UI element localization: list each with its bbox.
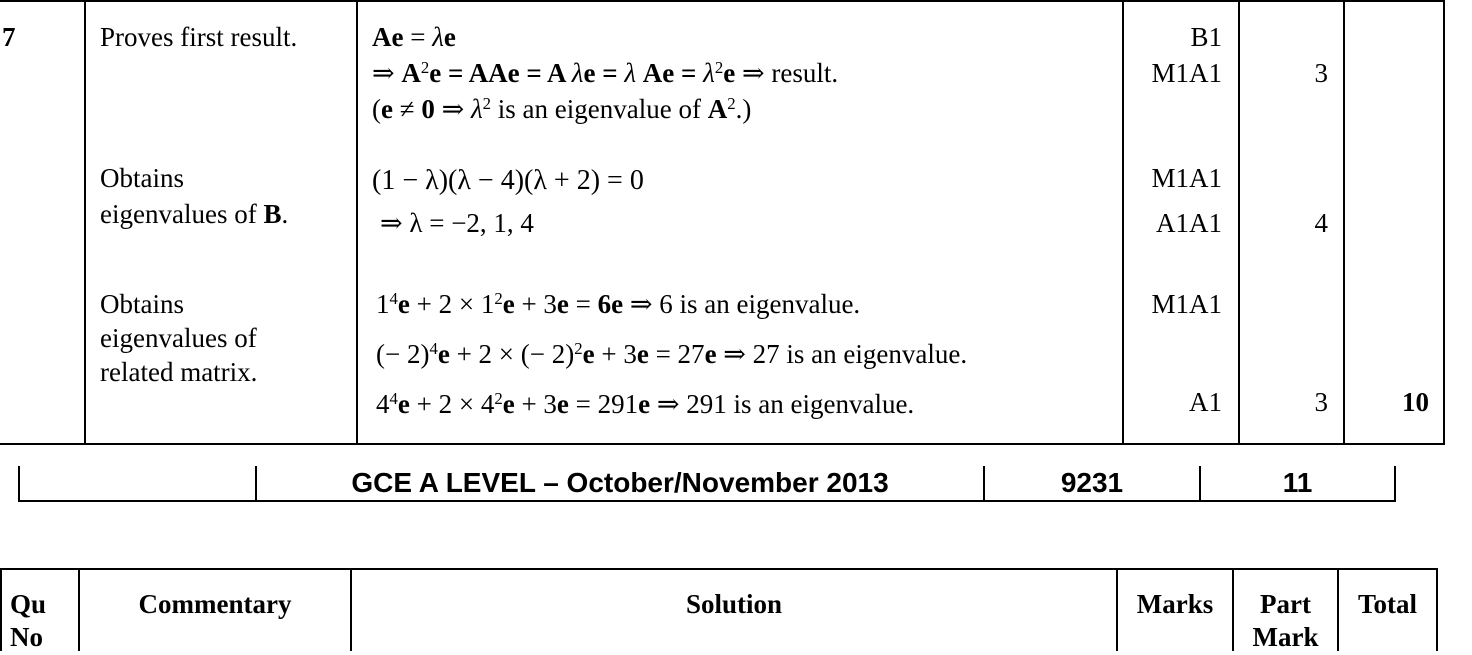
commentary-part3: Obtains — [100, 289, 184, 319]
part-mark: 4 — [1314, 208, 1328, 238]
col-divider — [1443, 0, 1445, 445]
header-underline — [18, 500, 1396, 502]
mark: A1 — [1189, 387, 1222, 417]
total-mark: 10 — [1402, 387, 1429, 417]
mark: M1A1 — [1151, 58, 1222, 88]
table-bottom-border — [0, 443, 1445, 445]
commentary-part2: eigenvalues of B. — [100, 199, 289, 229]
mark: A1A1 — [1156, 208, 1222, 238]
solution-line: $4^4e + 2 \times 4^2e + 3e = 291e$ ⇒ 291 is an eigenvalue. — [376, 388, 915, 419]
col-divider — [0, 568, 2, 651]
table-top-border — [0, 568, 1438, 570]
header-commentary: Commentary — [138, 589, 292, 619]
solution-line: ⇒ λ = −2, 1, 4 — [380, 208, 534, 238]
solution-line: (− 2)$^4$e + 2 × (− 2)$^2$e + 3e = 27e ⇒ 27 is an eigenvalue. — [376, 338, 968, 369]
syllabus-code: 9231 — [1060, 467, 1124, 498]
mark: M1A1 — [1151, 289, 1222, 319]
question-number: 7 — [2, 22, 16, 52]
header-total: Total — [1357, 589, 1418, 619]
solution-line: (e ≠ 0 ⇒ $\lambda^2$ is an eigenvalue of $A^2$.) — [372, 93, 752, 124]
commentary-part1: Proves first result. — [100, 22, 298, 52]
solution-line: Ae = λe — [372, 22, 456, 52]
header-no: No — [10, 622, 43, 652]
col-divider — [356, 0, 358, 445]
header-qu: Qu — [10, 589, 47, 619]
solution-line: $1^4e + 2 \times 1^2e + 3e = 6e$ ⇒ 6 is an eigenvalue. — [376, 288, 861, 319]
part-mark: 3 — [1314, 387, 1328, 417]
commentary-part3: related matrix. — [100, 357, 258, 387]
part-mark: 3 — [1314, 58, 1328, 88]
paper-number: 11 — [1282, 467, 1313, 498]
exam-title: GCE A LEVEL – October/November 2013 — [351, 467, 889, 498]
header-divider — [18, 466, 20, 502]
header-solution: Solution — [685, 589, 783, 619]
col-divider — [1343, 0, 1345, 445]
solution-line: ⇒ $A^2e$ = AAe = A λe = λ $Ae = \lambda^2e$ ⇒ result. — [372, 57, 839, 88]
commentary-part3: eigenvalues of — [100, 323, 257, 353]
mark: B1 — [1190, 22, 1222, 52]
header-divider — [1394, 466, 1396, 502]
solution-line: (1 − λ)(λ − 4)(λ + 2) = 0 — [372, 165, 644, 196]
mark: M1A1 — [1151, 163, 1222, 193]
table-top-border — [0, 0, 1445, 2]
header-marks: Marks — [1136, 589, 1214, 619]
col-divider — [84, 0, 86, 445]
col-divider — [1436, 568, 1438, 651]
header-mark: Mark — [1252, 622, 1319, 652]
commentary-part2: Obtains — [100, 163, 184, 193]
header-part: Part — [1260, 589, 1311, 619]
